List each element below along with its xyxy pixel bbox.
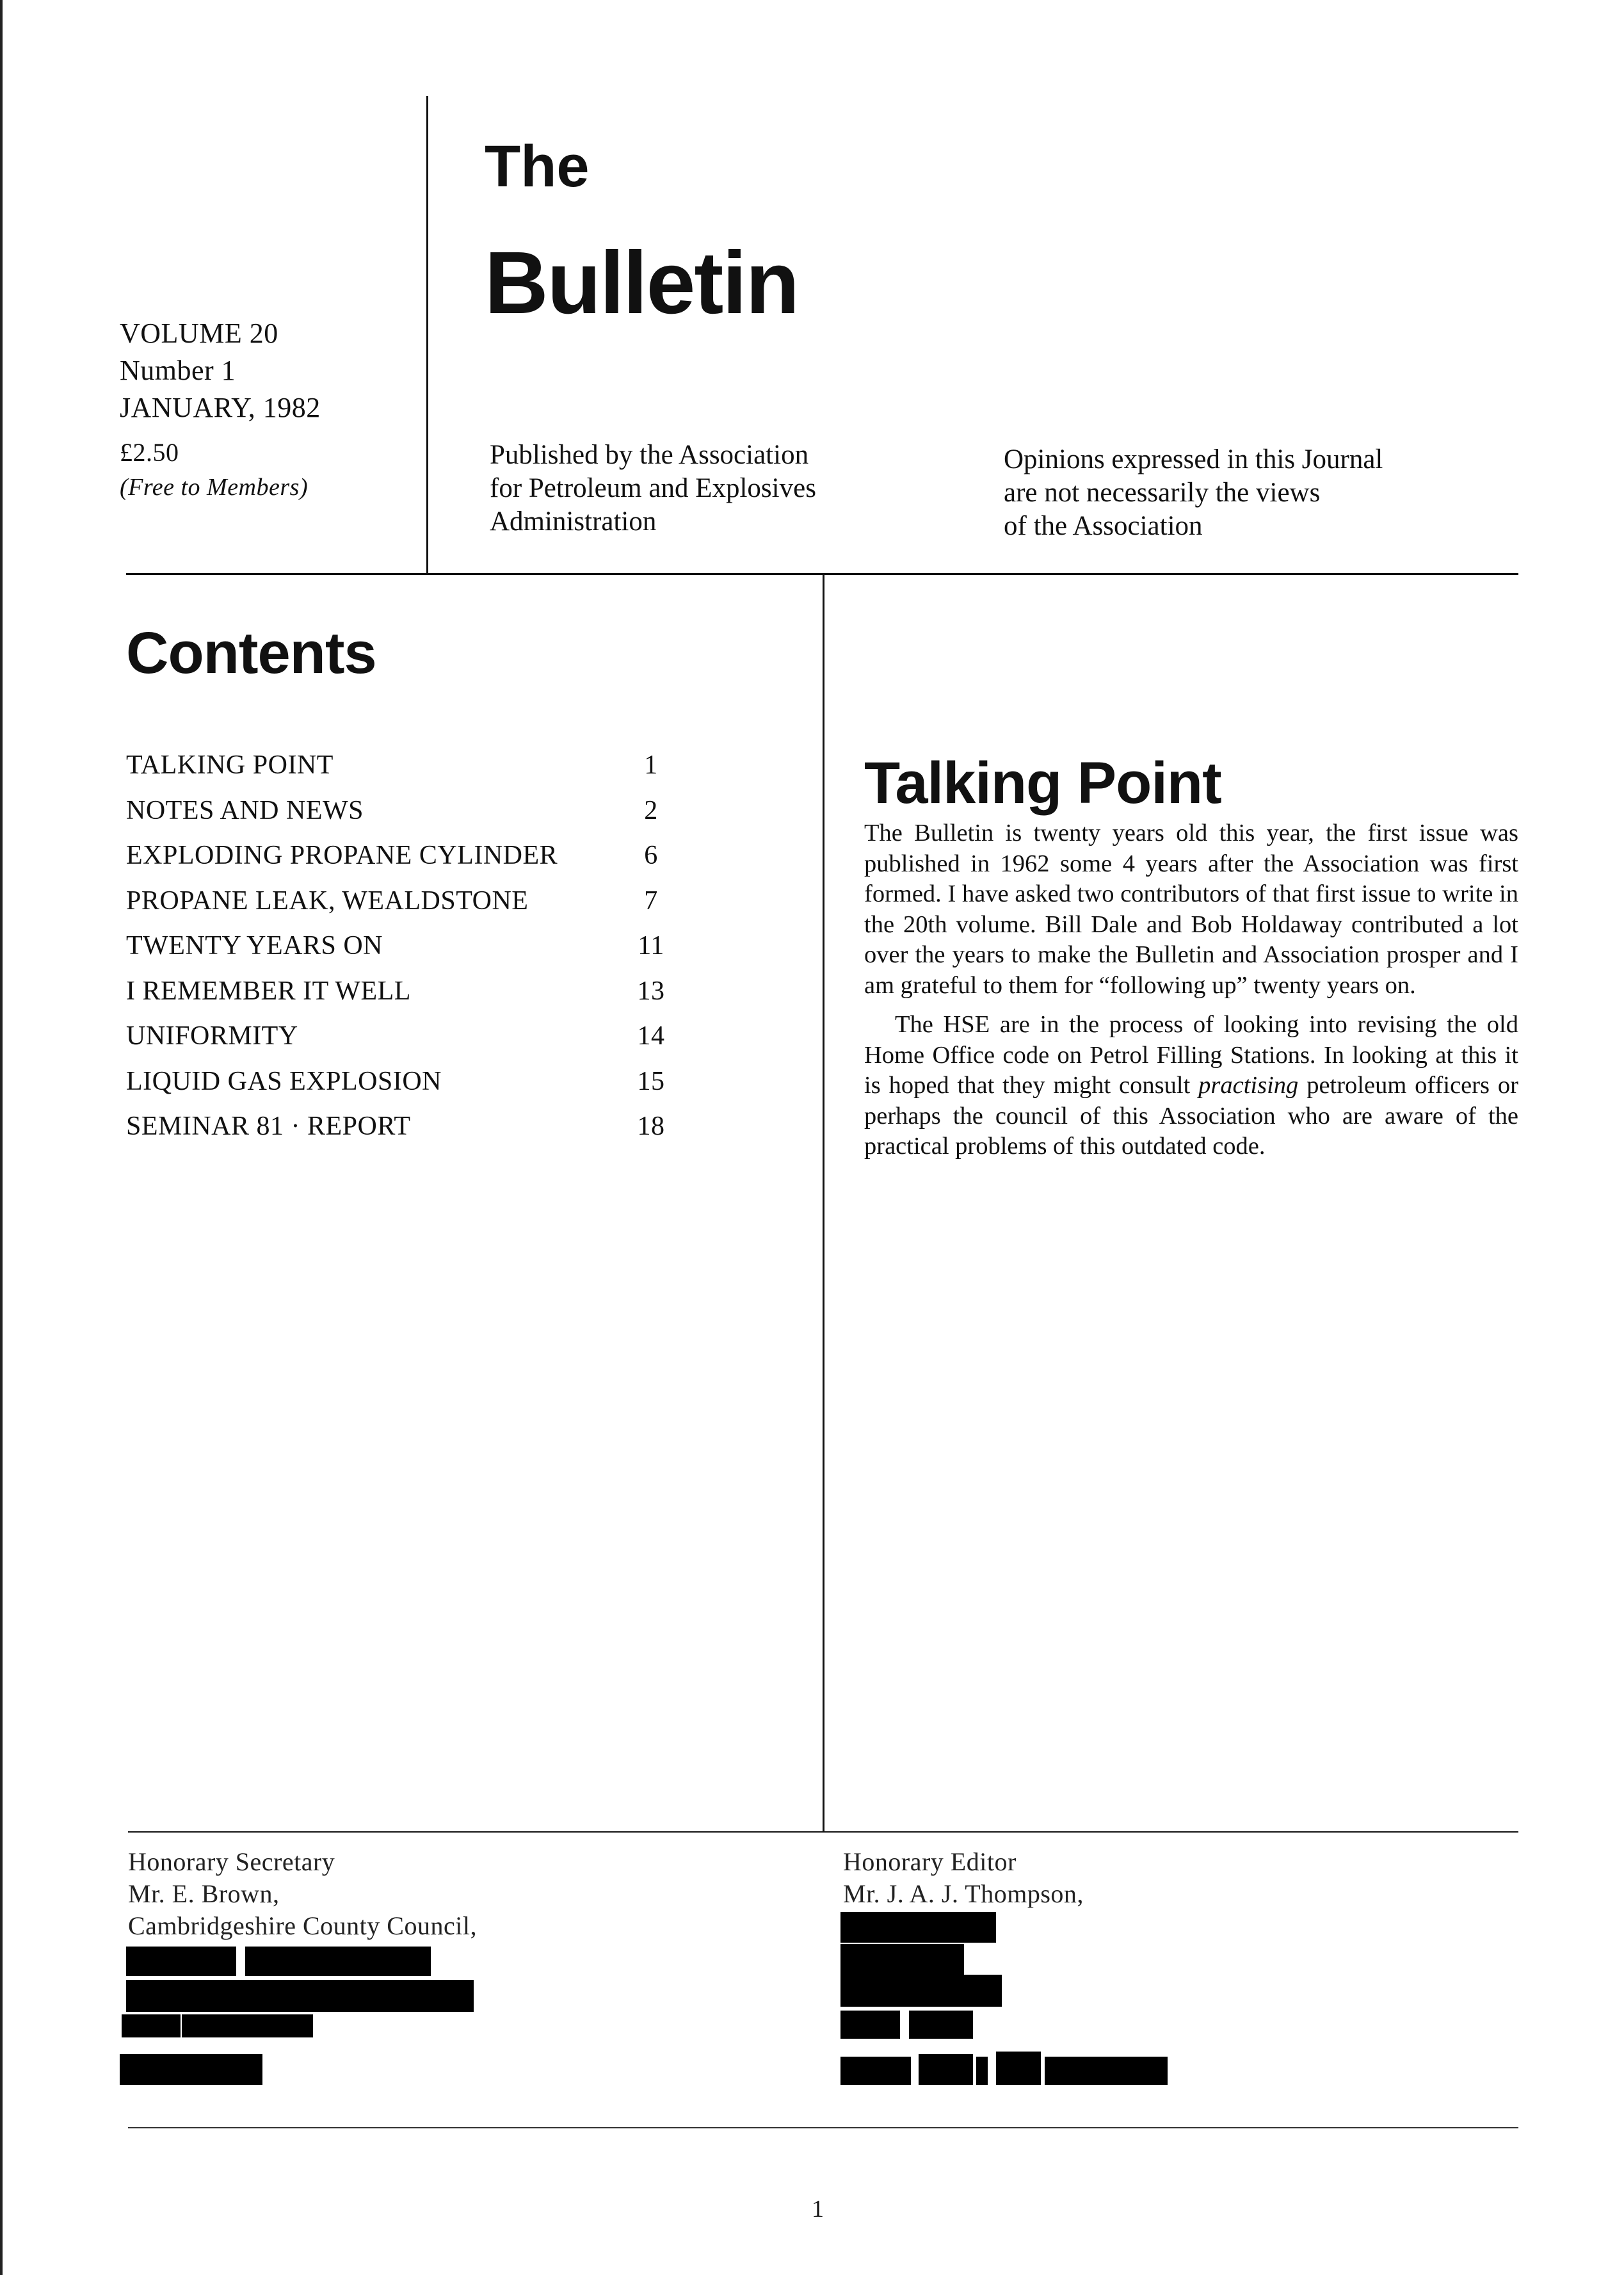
- redaction-box: [840, 1912, 996, 1943]
- redaction-box: [840, 1975, 1002, 2007]
- talking-point-heading: Talking Point: [864, 750, 1221, 816]
- redaction-box: [182, 2014, 313, 2037]
- footer-rule-top: [128, 1831, 1518, 1833]
- contents-item-page: 15: [637, 1066, 665, 1096]
- contents-item-page: 7: [644, 886, 658, 916]
- contents-item-page: 6: [644, 841, 658, 870]
- contents-item-title: UNIFORMITY: [126, 1021, 298, 1051]
- page-number: 1: [812, 2196, 824, 2222]
- redaction-box: [245, 1947, 431, 1976]
- contents-item-title: SEMINAR 81 · REPORT: [126, 1112, 411, 1141]
- contents-item-title: EXPLODING PROPANE CYLINDER: [126, 841, 558, 870]
- paragraph-text: The HSE are in the process of looking into revising the old Home Office code on Petrol Filling Stations. In looking at this it is hoped that they might consult: [864, 1011, 1518, 1099]
- editor-role: Honorary Editor: [843, 1847, 1017, 1876]
- redaction-box: [909, 2011, 973, 2039]
- scan-edge: [0, 0, 3, 2275]
- secretary-role: Honorary Secretary: [128, 1847, 335, 1876]
- contents-item-page: 11: [638, 931, 664, 960]
- masthead-title: Bulletin: [485, 234, 798, 332]
- issue-date: JANUARY, 1982: [120, 392, 321, 423]
- issue-number: Number 1: [120, 355, 236, 386]
- talking-point-paragraph: [864, 1010, 1518, 1162]
- issue-price: £2.50: [120, 438, 179, 467]
- contents-item-title: TALKING POINT: [126, 750, 334, 780]
- footer-rule-bottom: [128, 2127, 1518, 2128]
- redaction-box: [996, 2052, 1041, 2085]
- contents-item-title: LIQUID GAS EXPLOSION: [126, 1066, 442, 1096]
- issue-volume: VOLUME 20: [120, 318, 278, 349]
- issue-price-note: (Free to Members): [120, 474, 309, 501]
- contents-item[interactable]: [126, 882, 677, 927]
- disclaimer-line: of the Association: [1004, 511, 1203, 541]
- header-divider: [426, 96, 428, 573]
- redaction-box: [840, 2011, 900, 2039]
- redaction-box: [1045, 2057, 1168, 2085]
- masthead-the: The: [485, 134, 590, 199]
- contents-item[interactable]: [126, 791, 677, 837]
- issue-info: [120, 315, 321, 503]
- column-divider: [823, 574, 824, 1833]
- talking-point-paragraph: The Bulletin is twenty years old this year, the first issue was published in 1962 some 4 years after the Association was first formed. I have asked two contributors of that first issue to write in the 20th volume. Bill Dale and Bob Holdaway contributed a lot over the years to make the Bulletin and Association prosper and I am grateful to them for “following up” twenty years on.: [864, 820, 1518, 999]
- editor-name: Mr. J. A. J. Thompson,: [843, 1879, 1084, 1908]
- contents-item-page: 1: [644, 750, 658, 780]
- redaction-box: [840, 2057, 911, 2085]
- contents-item-page: 2: [644, 795, 658, 825]
- publisher-line: for Petroleum and Explosives: [490, 473, 816, 503]
- redaction-box: [126, 1980, 474, 2012]
- contents-item[interactable]: [126, 972, 677, 1017]
- redaction-box: [122, 2014, 181, 2037]
- contents-item-title: PROPANE LEAK, WEALDSTONE: [126, 886, 529, 916]
- secretary-block: [128, 1846, 477, 1942]
- editor-block: [843, 1846, 1084, 1910]
- contents-item-title: TWENTY YEARS ON: [126, 931, 383, 960]
- disclaimer-block: [1004, 443, 1529, 543]
- redaction-box: [976, 2057, 988, 2085]
- publisher-line: Administration: [490, 506, 657, 537]
- contents-item[interactable]: [126, 927, 677, 972]
- emphasis-text: practising: [1198, 1072, 1299, 1099]
- contents-item[interactable]: [126, 1017, 677, 1062]
- secretary-name: Mr. E. Brown,: [128, 1879, 280, 1908]
- contents-item-page: 13: [637, 976, 665, 1006]
- disclaimer-line: Opinions expressed in this Journal: [1004, 444, 1383, 474]
- redaction-box: [126, 1947, 236, 1976]
- contents-list: [126, 746, 677, 1153]
- contents-item[interactable]: [126, 1062, 677, 1108]
- contents-item-page: 18: [637, 1112, 665, 1141]
- paragraph-text: petroleum officers or perhaps the council of this Association who are aware of the practical problems of this outdated code.: [864, 1072, 1518, 1160]
- contents-item-title: NOTES AND NEWS: [126, 795, 364, 825]
- contents-item-title: I REMEMBER IT WELL: [126, 976, 411, 1006]
- publisher-block: [490, 439, 951, 538]
- contents-item[interactable]: [126, 746, 677, 791]
- publisher-line: Published by the Association: [490, 440, 809, 470]
- contents-item-page: 14: [637, 1021, 665, 1051]
- contents-heading: Contents: [126, 620, 376, 686]
- redaction-box: [840, 1944, 964, 1975]
- talking-point-body: [864, 818, 1518, 1162]
- redaction-box: [120, 2054, 262, 2085]
- contents-item[interactable]: [126, 1107, 677, 1153]
- redaction-box: [919, 2054, 973, 2085]
- disclaimer-line: are not necessarily the views: [1004, 478, 1321, 508]
- contents-item[interactable]: [126, 836, 677, 882]
- secretary-org: Cambridgeshire County Council,: [128, 1911, 477, 1940]
